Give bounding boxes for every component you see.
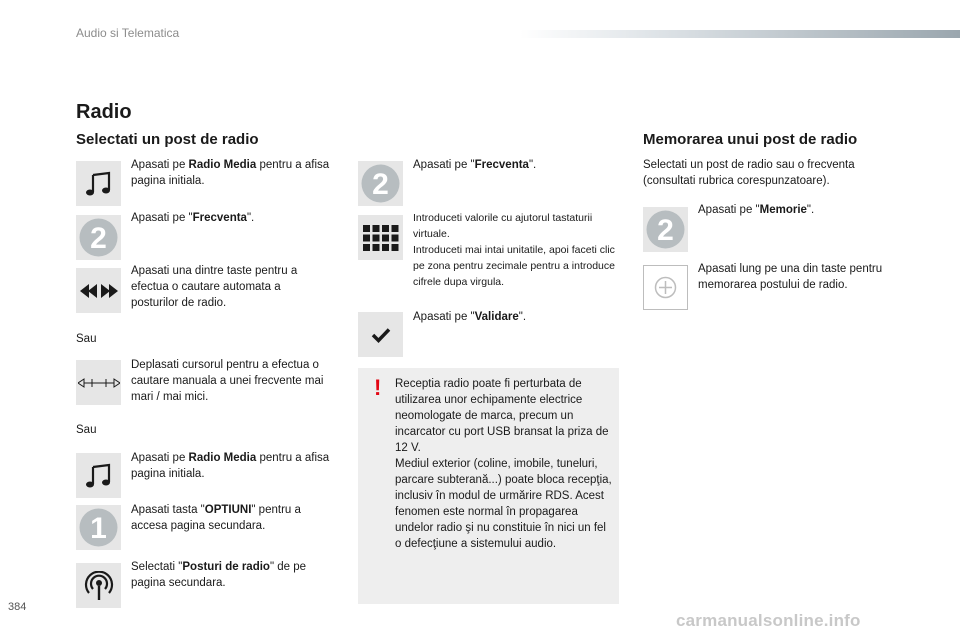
checkmark-icon <box>358 312 403 357</box>
right-step2-text: Apasati lung pe una din taste pentru memorarea postului de radio. <box>698 263 883 291</box>
left-step1-text: Apasati pe Radio Media pentru a afisa pagina initiala. <box>131 159 330 187</box>
music-note-icon <box>76 161 121 206</box>
warning-note-text: Receptia radio poate fi perturbata de utilizarea unor echipamente electrice neomologate de marca, precum un incarcator cu port USB bransat la priza de 12 V. Mediul exterior (coline, imobile, tuneluri, parcare subterană...) poate bloca recepţia, inclusiv în modul de urmărire RDS. Acest fenomen este normal în propagarea undelor radio şi nu constituie în nici un fel o defecţiune a sistemului audio. <box>395 378 612 550</box>
svg-text:1: 1 <box>90 512 107 545</box>
middle-step1-text: Apasati pe "Frecventa". <box>413 159 537 171</box>
slider-cursor-icon <box>76 360 121 405</box>
preset-slot-icon <box>643 265 688 310</box>
or-label-1: Sau <box>76 333 97 345</box>
step-two-badge <box>358 161 403 206</box>
svg-text:2: 2 <box>90 222 107 255</box>
left-subtitle: Selectati un post de radio <box>76 131 259 148</box>
step-two-badge <box>643 207 688 252</box>
left-step4-text: Deplasati cursorul pentru a efectua o cautare manuala a unei frecvente mai mari / mai mici. <box>131 359 324 403</box>
header-decoration <box>520 30 960 38</box>
step-two-badge <box>76 215 121 260</box>
warning-exclamation-icon: ! <box>374 375 382 400</box>
seek-arrows-icon <box>76 268 121 313</box>
left-step2-text: Apasati pe "Frecventa". <box>131 212 255 224</box>
radio-antenna-icon <box>76 563 121 608</box>
left-step3-text: Apasati una dintre taste pentru a efectua o cautare automata a posturilor de radio. <box>131 265 298 309</box>
right-step1-text: Apasati pe "Memorie". <box>698 204 815 216</box>
right-intro-text: Selectati un post de radio sau o frecventa (consultati rubrica corespunzatoare). <box>643 159 855 187</box>
middle-step3-text: Apasati pe "Validare". <box>413 311 527 323</box>
section-title: Radio <box>76 101 132 123</box>
svg-text:2: 2 <box>372 168 389 201</box>
header-title: Audio si Telematica <box>76 26 180 40</box>
page-number: 384 <box>8 601 27 613</box>
step-one-badge <box>76 505 121 550</box>
keypad-icon <box>358 215 403 260</box>
middle-step2-text: Introduceti valorile cu ajutorul tastaturii virtuale. Introduceti mai intai unitatile, apoi faceti clic pe zona pentru zecimale pentru a introduce cifrele dupa virgula. <box>413 212 615 288</box>
left-step5-text: Apasati pe Radio Media pentru a afisa pagina initiala. <box>131 452 330 480</box>
or-label-2: Sau <box>76 424 97 436</box>
svg-text:2: 2 <box>657 214 674 247</box>
left-step6-text: Apasati tasta "OPTIUNI" pentru a accesa pagina secundara. <box>131 504 301 532</box>
watermark: carmanualsonline.info <box>676 611 861 630</box>
left-step7-text: Selectati "Posturi de radio" de pe pagina secundara. <box>131 561 306 589</box>
music-note-icon <box>76 453 121 498</box>
right-subtitle: Memorarea unui post de radio <box>643 131 858 148</box>
